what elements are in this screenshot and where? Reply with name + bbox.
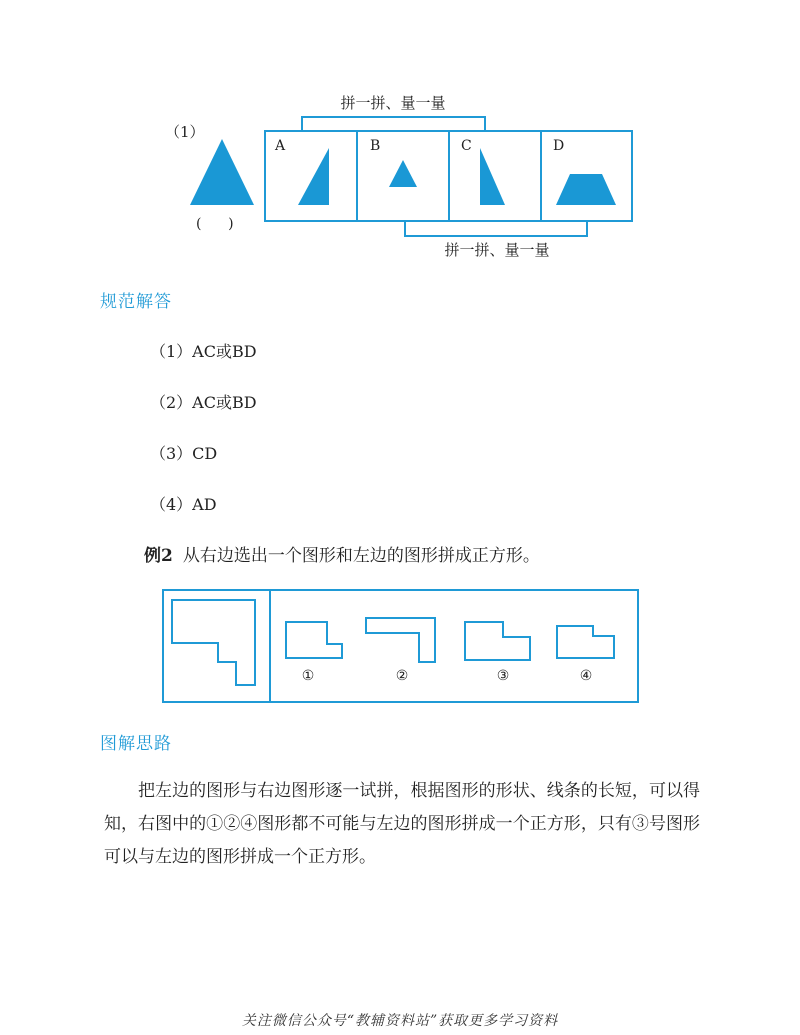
option-4-label: ④	[579, 668, 593, 684]
answer-3: （3）CD	[150, 444, 218, 463]
option-4-shape	[557, 626, 614, 658]
option-label-d: D	[553, 138, 565, 154]
answer-2: （2）AC或BD	[150, 393, 257, 412]
answer-1: （1）AC或BD	[150, 342, 257, 361]
shape-a-right-triangle	[298, 148, 329, 205]
solution-paragraph	[104, 775, 700, 874]
bracket-bottom-label: 拼一拼、量一量	[444, 241, 550, 259]
section-title-standard-answer: 规范解答	[100, 292, 172, 312]
shape-d-trapezoid	[556, 174, 616, 205]
option-2-shape	[366, 618, 435, 662]
footer-note: 关注微信公众号“教辅资料站”获取更多学习资料	[241, 1013, 559, 1029]
figure2-frame	[163, 590, 638, 702]
bracket-top-label: 拼一拼、量一量	[340, 94, 446, 112]
figure1-number: （1）	[165, 123, 205, 141]
option-3-label: ③	[496, 668, 510, 684]
answer-blank: ( )	[196, 216, 234, 232]
section-title-solution-idea: 图解思路	[100, 734, 172, 754]
left-l-shape	[172, 600, 255, 685]
option-label-b: B	[370, 138, 381, 154]
bracket-top	[302, 117, 485, 131]
solution-text: 把左边的图形与右边图形逐一试拼，根据图形的形状、线条的长短，可以得知，右图中的①②④图形都不可能与左边的图形拼成一个正方形，只有③号图形可以与左边的图形拼成一个正方形。	[104, 781, 700, 867]
example-2	[144, 541, 540, 566]
figure-square-composition	[0, 580, 800, 710]
option-label-c: C	[461, 138, 472, 154]
shape-b-small-triangle	[389, 160, 417, 187]
answer-4: （4）AD	[150, 495, 217, 514]
bracket-bottom	[405, 221, 587, 236]
option-1-shape	[286, 622, 342, 658]
option-1-label: ①	[301, 668, 315, 684]
example-text: 从右边选出一个图形和左边的图形拼成正方形。	[182, 546, 540, 566]
option-3-shape	[465, 622, 530, 660]
option-2-label: ②	[395, 668, 409, 684]
example-label: 例2	[144, 546, 173, 566]
option-label-a: A	[275, 138, 286, 154]
shape-c-right-triangle	[480, 148, 505, 205]
reference-triangle	[190, 139, 254, 205]
figure-shapes-matching	[0, 0, 800, 280]
